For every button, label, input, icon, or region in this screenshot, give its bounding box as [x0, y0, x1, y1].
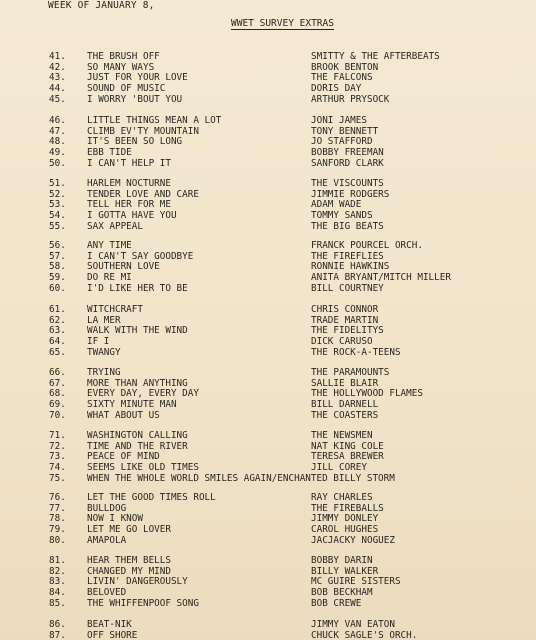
row-num: 55.	[49, 220, 66, 232]
row-artist: SALLIE BLAIR	[311, 377, 379, 389]
row-song: WALK WITH THE WIND	[87, 325, 188, 337]
row-song: SAX APPEAL	[87, 220, 143, 232]
row-song: WHEN THE WHOLE WORLD SMILES AGAIN/ENCHANTED BILLY STORM	[87, 472, 395, 484]
row-song: SOUTHERN LOVE	[87, 261, 160, 273]
row-artist: TONY BENNETT	[311, 125, 379, 137]
survey-row	[0, 367, 536, 378]
row-num: 70.	[49, 409, 66, 421]
row-song: I CAN'T SAY GOODBYE	[87, 250, 194, 262]
row-artist: THE HOLLYWOOD FLAMES	[311, 388, 423, 400]
survey-row	[0, 347, 536, 358]
survey-row	[0, 587, 536, 598]
row-num: 46.	[49, 115, 66, 126]
row-artist: JIMMY VAN EATON	[311, 619, 395, 630]
row-song: BELOVED	[87, 587, 127, 599]
row-num: 82.	[49, 565, 66, 577]
survey-row	[0, 451, 536, 462]
row-artist: THE FIDELITYS	[311, 325, 384, 337]
survey-row	[0, 410, 536, 421]
row-artist: THE BIG BEATS	[311, 220, 384, 232]
survey-row	[0, 83, 536, 94]
row-num: 86.	[49, 619, 66, 630]
survey-row	[0, 94, 536, 105]
row-num: 62.	[49, 314, 66, 326]
row-song: HARLEM NOCTURNE	[87, 178, 171, 189]
survey-row	[0, 399, 536, 410]
row-num: 60.	[49, 282, 66, 294]
survey-row	[0, 513, 536, 524]
survey-row	[0, 388, 536, 399]
survey-row	[0, 524, 536, 535]
row-song: WITCHCRAFT	[87, 304, 143, 315]
row-num: 83.	[49, 576, 66, 588]
row-song: LA MER	[87, 314, 121, 326]
survey-row	[0, 441, 536, 452]
row-song: LITTLE THINGS MEAN A LOT	[87, 115, 222, 126]
survey-row	[0, 283, 536, 294]
survey-row	[0, 51, 536, 62]
row-artist: JILL COREY	[311, 462, 367, 474]
row-song: I GOTTA HAVE YOU	[87, 210, 177, 222]
row-num: 80.	[49, 534, 66, 546]
row-song: MORE THAN ANYTHING	[87, 377, 188, 389]
survey-row	[0, 136, 536, 147]
row-song: NOW I KNOW	[87, 513, 143, 525]
row-song: THE BRUSH OFF	[87, 51, 160, 62]
survey-row	[0, 251, 536, 262]
survey-row	[0, 619, 536, 630]
row-song: PEACE OF MIND	[87, 451, 160, 463]
row-song: TIME AND THE RIVER	[87, 440, 188, 452]
row-artist: MC GUIRE SISTERS	[311, 576, 401, 588]
row-artist: BROOK BENTON	[311, 61, 379, 73]
survey-row	[0, 147, 536, 158]
row-num: 48.	[49, 136, 66, 148]
row-song: LIVIN' DANGEROUSLY	[87, 576, 188, 588]
row-num: 78.	[49, 513, 66, 525]
survey-row	[0, 576, 536, 587]
row-num: 68.	[49, 388, 66, 400]
row-song: TRYING	[87, 367, 121, 378]
row-song: BULLDOG	[87, 502, 127, 514]
row-song: I WORRY 'BOUT YOU	[87, 93, 183, 105]
row-artist: THE NEWSMEN	[311, 430, 373, 441]
row-artist: NAT KING COLE	[311, 440, 384, 452]
row-artist: RONNIE HAWKINS	[311, 261, 390, 273]
survey-row	[0, 240, 536, 251]
row-artist: THE FIREBALLS	[311, 502, 384, 514]
survey-row	[0, 272, 536, 283]
row-song: AMAPOLA	[87, 534, 127, 546]
row-num: 75.	[49, 472, 66, 484]
survey-row	[0, 503, 536, 514]
row-song: SO MANY WAYS	[87, 61, 155, 73]
row-artist: BOBBY DARIN	[311, 555, 373, 566]
row-artist: JIMMY DONLEY	[311, 513, 379, 525]
row-artist: BOBBY FREEMAN	[311, 147, 384, 159]
survey-row	[0, 304, 536, 315]
row-num: 67.	[49, 377, 66, 389]
row-num: 77.	[49, 502, 66, 514]
row-song: WHAT ABOUT US	[87, 409, 160, 421]
row-artist: THE FALCONS	[311, 72, 373, 84]
row-num: 45.	[49, 93, 66, 105]
row-song: SIXTY MINUTE MAN	[87, 399, 177, 411]
row-artist: ANITA BRYANT/MITCH MILLER	[311, 272, 451, 284]
row-song: BEAT-NIK	[87, 619, 132, 630]
survey-row	[0, 492, 536, 503]
row-artist: ARTHUR PRYSOCK	[311, 93, 390, 105]
survey-row	[0, 72, 536, 83]
survey-row	[0, 261, 536, 272]
row-song: I'D LIKE HER TO BE	[87, 282, 188, 294]
row-song: TWANGY	[87, 346, 121, 358]
survey-row	[0, 199, 536, 210]
survey-row	[0, 115, 536, 126]
row-num: 73.	[49, 451, 66, 463]
row-song: DO RE MI	[87, 272, 132, 284]
row-num: 50.	[49, 157, 66, 169]
row-num: 42.	[49, 61, 66, 73]
row-num: 87.	[49, 629, 66, 640]
row-song: THE WHIFFENPOOF SONG	[87, 597, 199, 609]
survey-row	[0, 378, 536, 389]
row-num: 53.	[49, 199, 66, 211]
row-num: 74.	[49, 462, 66, 474]
row-num: 52.	[49, 188, 66, 200]
row-artist: THE PARAMOUNTS	[311, 367, 390, 378]
survey-row	[0, 158, 536, 169]
row-song: OFF SHORE	[87, 629, 138, 640]
row-num: 51.	[49, 178, 66, 189]
row-num: 44.	[49, 83, 66, 95]
row-song: SOUND OF MUSIC	[87, 83, 166, 95]
row-artist: THE VISCOUNTS	[311, 178, 384, 189]
row-song: IT'S BEEN SO LONG	[87, 136, 183, 148]
survey-row	[0, 210, 536, 221]
row-artist: TERESA BREWER	[311, 451, 384, 463]
row-song: HEAR THEM BELLS	[87, 555, 171, 566]
row-artist: JACJACKY NOGUEZ	[311, 534, 395, 546]
survey-row	[0, 462, 536, 473]
survey-row	[0, 535, 536, 546]
survey-row	[0, 325, 536, 336]
row-song: SEEMS LIKE OLD TIMES	[87, 462, 199, 474]
row-song: I CAN'T HELP IT	[87, 157, 171, 169]
row-artist: BILL DARNELL	[311, 399, 379, 411]
row-song: ANY TIME	[87, 240, 132, 251]
row-song: LET THE GOOD TIMES ROLL	[87, 492, 216, 503]
row-artist: JO STAFFORD	[311, 136, 373, 148]
row-artist: BOB BECKHAM	[311, 587, 373, 599]
survey-row	[0, 62, 536, 73]
row-num: 54.	[49, 210, 66, 222]
row-song: EVERY DAY, EVERY DAY	[87, 388, 199, 400]
survey-title: WWET SURVEY EXTRAS	[231, 18, 334, 29]
row-song: CLIMB EV'TY MOUNTAIN	[87, 125, 199, 137]
week-heading: WEEK OF JANUARY 8,	[48, 0, 155, 11]
survey-row	[0, 315, 536, 326]
row-artist: JIMMIE RODGERS	[311, 188, 390, 200]
row-num: 65.	[49, 346, 66, 358]
row-artist: THE ROCK-A-TEENS	[311, 346, 401, 358]
row-artist: DORIS DAY	[311, 83, 362, 95]
row-artist: THE FIREFLIES	[311, 250, 384, 262]
row-num: 58.	[49, 261, 66, 273]
row-song: EBB TIDE	[87, 147, 132, 159]
row-artist: CAROL HUGHES	[311, 524, 379, 536]
row-num: 56.	[49, 240, 66, 251]
survey-row	[0, 566, 536, 577]
row-num: 76.	[49, 492, 66, 503]
row-song: TELL HER FOR ME	[87, 199, 171, 211]
row-artist: JONI JAMES	[311, 115, 367, 126]
survey-row	[0, 555, 536, 566]
row-artist: RAY CHARLES	[311, 492, 373, 503]
row-artist: BILL COURTNEY	[311, 282, 384, 294]
row-num: 49.	[49, 147, 66, 159]
row-num: 41.	[49, 51, 66, 62]
survey-row	[0, 221, 536, 232]
row-num: 85.	[49, 597, 66, 609]
row-num: 64.	[49, 336, 66, 348]
row-num: 61.	[49, 304, 66, 315]
row-song: IF I	[87, 336, 110, 348]
row-artist: SMITTY & THE AFTERBEATS	[311, 51, 440, 62]
row-artist: TRADE MARTIN	[311, 314, 379, 326]
row-artist: CHRIS CONNOR	[311, 304, 379, 315]
row-artist: ADAM WADE	[311, 199, 362, 211]
row-song: JUST FOR YOUR LOVE	[87, 72, 188, 84]
row-num: 79.	[49, 524, 66, 536]
row-artist: TOMMY SANDS	[311, 210, 373, 222]
row-artist: SANFORD CLARK	[311, 157, 384, 169]
row-artist: DICK CARUSO	[311, 336, 373, 348]
survey-row	[0, 473, 536, 484]
row-song: TENDER LOVE AND CARE	[87, 188, 199, 200]
row-song: CHANGED MY MIND	[87, 565, 171, 577]
survey-row	[0, 630, 536, 640]
row-num: 63.	[49, 325, 66, 337]
row-artist: BOB CREWE	[311, 597, 362, 609]
row-num: 69.	[49, 399, 66, 411]
survey-row	[0, 189, 536, 200]
row-num: 81.	[49, 555, 66, 566]
row-num: 43.	[49, 72, 66, 84]
survey-row	[0, 430, 536, 441]
row-num: 59.	[49, 272, 66, 284]
row-artist: THE COASTERS	[311, 409, 379, 421]
row-artist: CHUCK SAGLE'S ORCH.	[311, 629, 418, 640]
row-num: 57.	[49, 250, 66, 262]
survey-row	[0, 598, 536, 609]
row-num: 66.	[49, 367, 66, 378]
survey-row	[0, 178, 536, 189]
row-num: 47.	[49, 125, 66, 137]
row-num: 71.	[49, 430, 66, 441]
row-num: 72.	[49, 440, 66, 452]
row-song: WASHINGTON CALLING	[87, 430, 188, 441]
row-song: LET ME GO LOVER	[87, 524, 171, 536]
survey-row	[0, 126, 536, 137]
row-num: 84.	[49, 587, 66, 599]
survey-row	[0, 336, 536, 347]
row-artist: FRANCK POURCEL ORCH.	[311, 240, 423, 251]
row-artist: BILLY WALKER	[311, 565, 379, 577]
